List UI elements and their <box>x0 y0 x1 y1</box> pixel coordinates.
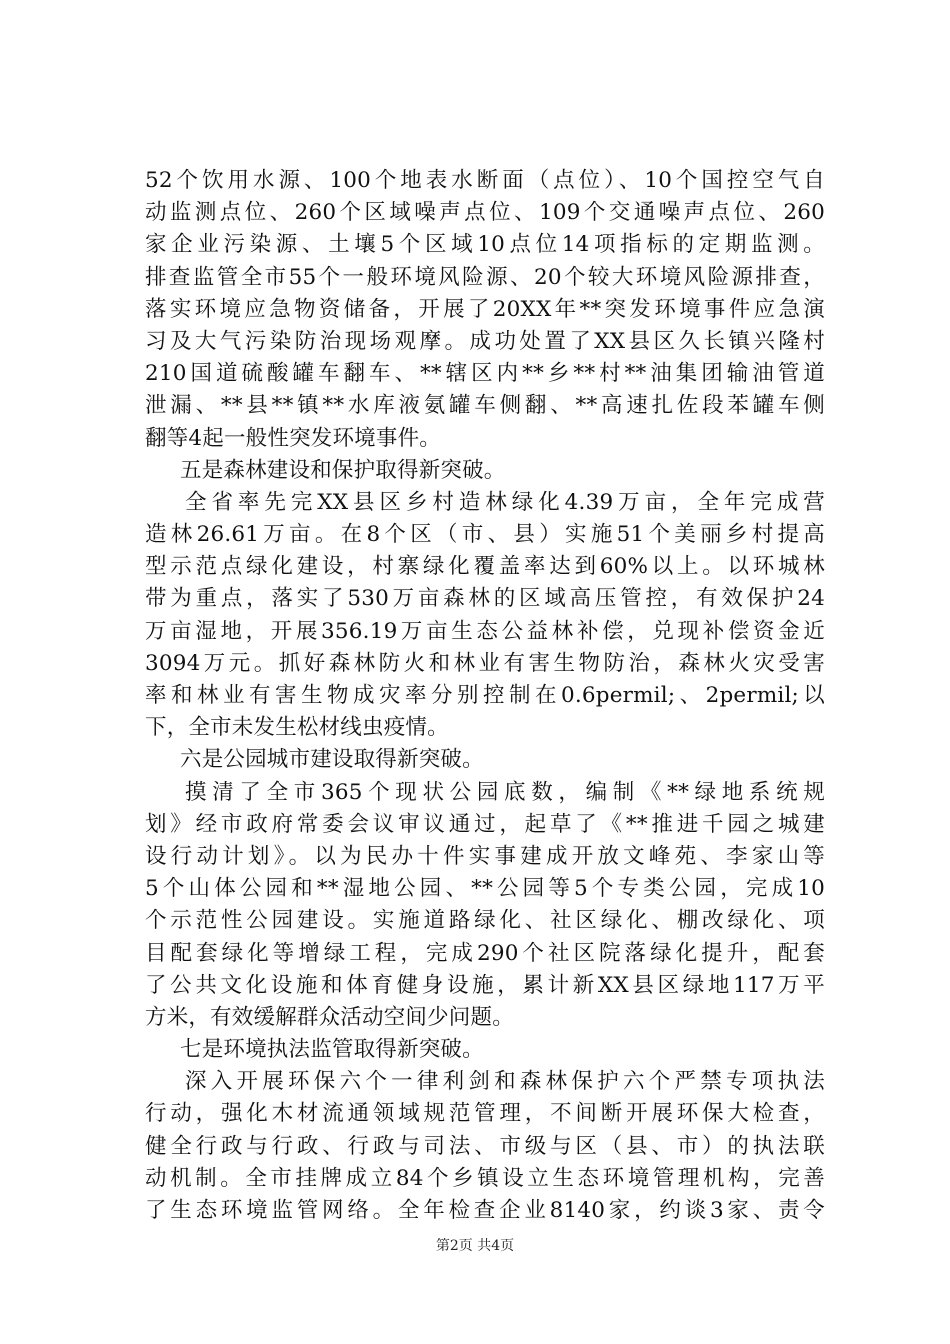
paragraph-line: 了公共文化设施和体育健身设施，累计新XX县区绿地117万平 <box>145 972 825 998</box>
paragraph-line: 型示范点绿化建设，村寨绿化覆盖率达到60%以上。以环城林 <box>145 554 825 580</box>
paragraph-line: 个示范性公园建设。实施道路绿化、社区绿化、棚改绿化、项 <box>145 908 825 934</box>
page-footer: 第2页 共4页 <box>435 1238 515 1254</box>
paragraph-line: 行动，强化木材流通领域规范管理，不间断开展环保大检查， <box>145 1101 825 1127</box>
paragraph-line: 健全行政与行政、行政与司法、市级与区（县、市）的执法联 <box>145 1133 825 1159</box>
paragraph-line: 摸清了全市365个现状公园底数，编制《**绿地系统规 <box>185 779 825 805</box>
paragraph-line: 动机制。全市挂牌成立84个乡镇设立生态环境管理机构，完善 <box>145 1165 825 1191</box>
paragraph-line: 泄漏、**县**镇**水库液氨罐车侧翻、**高速扎佐段苯罐车侧 <box>145 393 825 419</box>
paragraph-line: 划》经市政府常委会议审议通过，起草了《**推进千园之城建 <box>145 811 825 837</box>
paragraph-line: 家企业污染源、土壤5个区域10点位14项指标的定期监测。 <box>145 232 825 258</box>
section-heading: 五是森林建设和保护取得新突破。 <box>180 457 506 483</box>
paragraph-line: 设行动计划》。以为民办十件实事建成开放文峰苑、李家山等 <box>145 843 825 869</box>
paragraph-line: 210国道硫酸罐车翻车、**辖区内**乡**村**油集团输油管道 <box>145 361 825 387</box>
paragraph-line: 带为重点，落实了530万亩森林的区域高压管控，有效保护24 <box>145 586 825 612</box>
document-body <box>145 165 825 1227</box>
paragraph-line: 落实环境应急物资储备，开展了20XX年**突发环境事件应急演 <box>145 296 825 322</box>
paragraph-line: 习及大气污染防治现场观摩。成功处置了XX县区久长镇兴隆村 <box>145 328 825 354</box>
paragraph-line: 全省率先完XX县区乡村造林绿化4.39万亩，全年完成营 <box>185 489 825 515</box>
paragraph-line: 造林26.61万亩。在8个区（市、县）实施51个美丽乡村提高 <box>145 522 825 548</box>
paragraph-line: 排查监管全市55个一般环境风险源、20个较大环境风险源排查， <box>145 264 825 290</box>
paragraph-line: 翻等4起一般性突发环境事件。 <box>145 425 441 451</box>
paragraph-line: 率和林业有害生物成灾率分别控制在0.6permil;、2permil;以 <box>145 683 825 708</box>
paragraph-line: 下，全市未发生松材线虫疫情。 <box>145 715 449 741</box>
paragraph-line: 目配套绿化等增绿工程，完成290个社区院落绿化提升，配套 <box>145 940 825 966</box>
paragraph-line: 52个饮用水源、100个地表水断面（点位）、10个国控空气自 <box>145 168 825 193</box>
section-heading: 六是公园城市建设取得新突破。 <box>180 747 484 773</box>
paragraph-line: 3094万元。抓好森林防火和林业有害生物防治，森林火灾受害 <box>145 650 825 676</box>
section-heading: 七是环境执法监管取得新突破。 <box>180 1037 484 1063</box>
paragraph-line: 了生态环境监管网络。全年检查企业8140家，约谈3家、责令 <box>145 1198 825 1223</box>
paragraph-line: 5个山体公园和**湿地公园、**公园等5个专类公园，完成10 <box>145 876 825 902</box>
paragraph-line: 万亩湿地，开展356.19万亩生态公益林补偿，兑现补偿资金近 <box>145 618 825 644</box>
paragraph-line: 深入开展环保六个一律利剑和森林保护六个严禁专项执法 <box>185 1069 825 1095</box>
paragraph-line: 动监测点位、260个区域噪声点位、109个交通噪声点位、260 <box>145 200 825 226</box>
paragraph-line: 方米，有效缓解群众活动空间少问题。 <box>145 1004 514 1030</box>
